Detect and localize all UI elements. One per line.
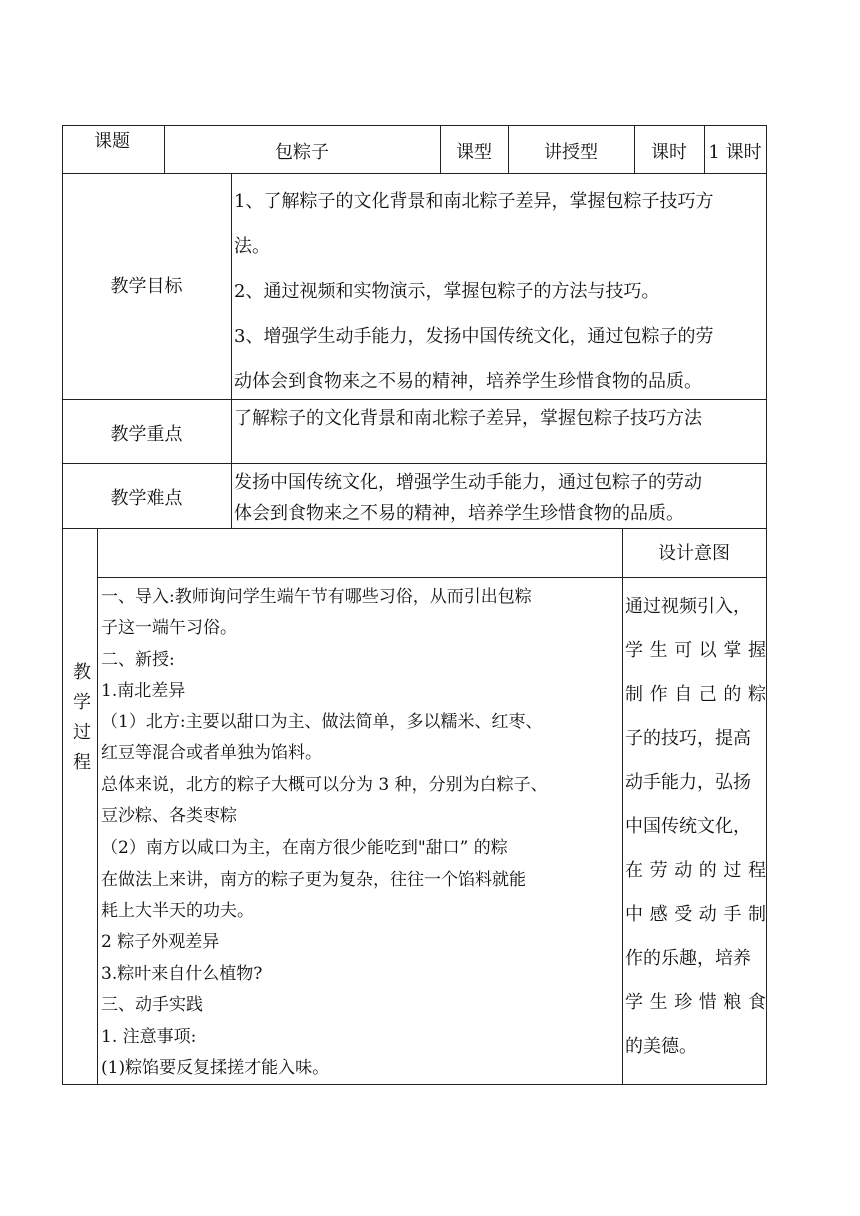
process-line: 2 粽子外观差异 (101, 932, 220, 952)
intent-line: 中感受动手制 (625, 904, 766, 925)
intent-line: 的美德。 (625, 1036, 697, 1057)
process-label (70, 658, 94, 778)
process-line: （1）北方:主要以甜口为主、做法简单，多以糯米、红枣、 (101, 712, 543, 732)
intent-header: 设计意图 (658, 543, 730, 564)
process-line: （2）南方以咸口为主，在南方很少能吃到"甜口” 的粽 (101, 838, 508, 858)
intent-line: 作的乐趣，培养 (625, 948, 751, 969)
intent-line: 制作自己的粽 (625, 684, 766, 705)
process-line: 1.南北差异 (101, 681, 186, 701)
topic-label: 课题 (94, 131, 130, 152)
process-label-char: 教 (73, 662, 91, 683)
process-line: (1)粽馅要反复揉搓才能入味。 (101, 1058, 330, 1078)
objectives-label: 教学目标 (110, 276, 183, 297)
intent-line: 子的技巧，提高 (625, 728, 751, 749)
process-line: 3.粽叶来自什么植物? (101, 964, 263, 984)
objective-line: 1、了解粽子的文化背景和南北粽子差异，掌握包粽子技巧方 (234, 191, 714, 212)
process-line: 耗上大半天的功夫。 (101, 901, 254, 921)
process-line: 二、新授: (101, 650, 175, 670)
difficulties-line: 发扬中国传统文化，增强学生动手能力，通过包粽子的劳动 (234, 472, 702, 493)
process-line: 一、导入:教师询问学生端午节有哪些习俗，从而引出包粽 (101, 587, 532, 607)
objective-line: 动体会到食物来之不易的精神，培养学生珍惜食物的品质。 (234, 371, 702, 392)
process-line: 子这一端午习俗。 (101, 618, 237, 638)
process-line: 豆沙粽、各类枣粽 (101, 806, 237, 826)
process-label-char: 程 (73, 752, 91, 773)
difficulties-label: 教学难点 (110, 488, 183, 509)
type-label: 课型 (456, 142, 492, 163)
process-line: 总体来说，北方的粽子大概可以分为 3 种，分别为白粽子、 (101, 775, 548, 795)
process-label-char: 学 (73, 692, 91, 713)
intent-line: 通过视频引入， (625, 596, 751, 617)
hours-label: 课时 (651, 142, 687, 163)
intent-line: 在劳动的过程 (625, 860, 766, 881)
intent-line: 学生可以掌握 (625, 640, 766, 661)
intent-line: 学生珍惜粮食 (625, 992, 766, 1013)
objective-line: 法。 (234, 236, 270, 257)
intent-line: 动手能力，弘扬 (625, 772, 751, 793)
difficulties-line: 体会到食物来之不易的精神，培养学生珍惜食物的品质。 (234, 503, 684, 524)
intent-line: 中国传统文化， (625, 816, 751, 837)
process-line: 在做法上来讲，南方的粽子更为复杂，往往一个馅料就能 (101, 870, 526, 890)
process-label-char: 过 (73, 722, 91, 743)
objective-line: 3、增强学生动手能力，发扬中国传统文化，通过包粽子的劳 (234, 326, 714, 347)
key-points-text: 了解粽子的文化背景和南北粽子差异，掌握包粽子技巧方法 (234, 408, 702, 429)
hours-value: 1 课时 (708, 142, 762, 163)
process-line: 红豆等混合或者单独为馅料。 (101, 743, 322, 763)
type-value: 讲授型 (544, 142, 598, 163)
process-line: 三、动手实践 (101, 995, 203, 1015)
process-line: 1. 注意事项: (101, 1027, 197, 1047)
objective-line: 2、通过视频和实物演示，掌握包粽子的方法与技巧。 (234, 281, 660, 302)
topic-value: 包粽子 (275, 142, 329, 163)
key-points-label: 教学重点 (110, 424, 183, 445)
